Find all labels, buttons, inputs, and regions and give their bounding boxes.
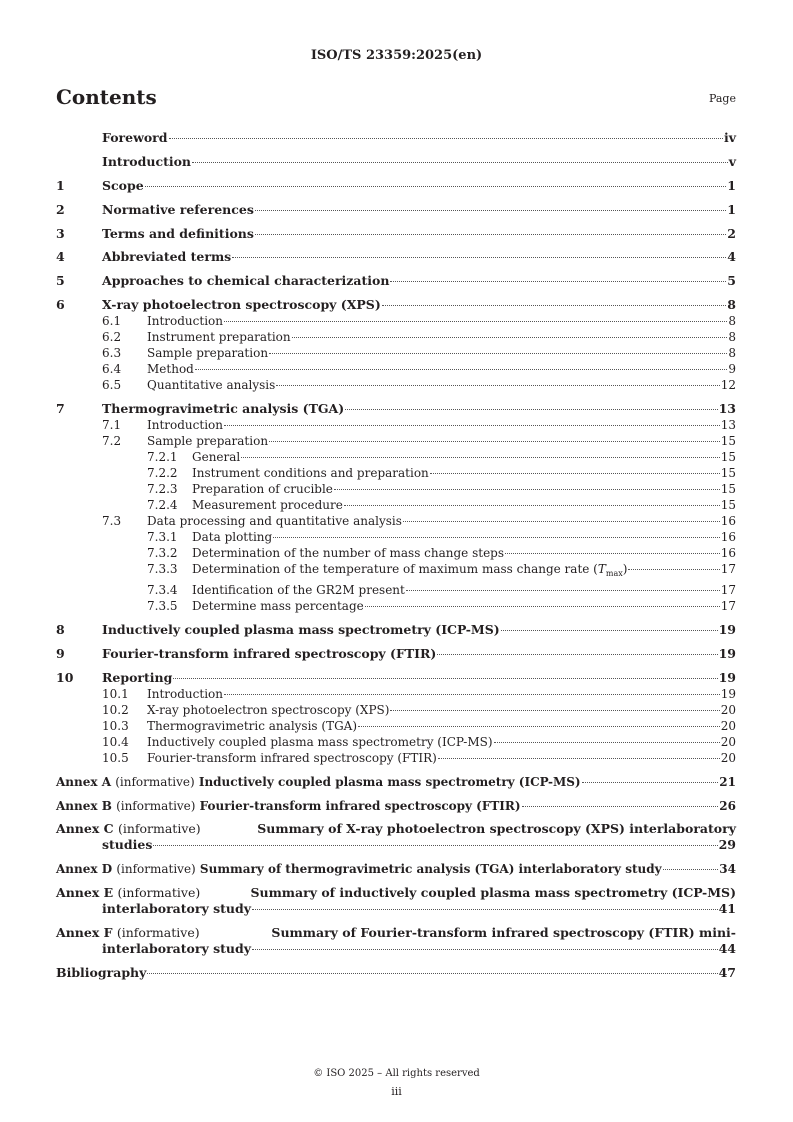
toc-entry[interactable] xyxy=(56,417,736,433)
toc-entry[interactable] xyxy=(56,249,736,265)
annex-label: Annex E xyxy=(56,885,114,901)
dot-leader xyxy=(224,321,727,322)
annex-entry-line xyxy=(56,821,736,837)
toc-entry-number: 10.3 xyxy=(102,718,129,733)
annex-title: Summary of inductively coupled plasma mass spectrometry (ICP-MS) xyxy=(250,885,736,901)
toc-entry-title xyxy=(102,622,500,638)
toc-entry-title xyxy=(147,361,194,377)
toc-entry-number: 9 xyxy=(56,645,65,661)
toc-entry-title-subscript: max xyxy=(605,569,623,579)
toc-entry-page: 12 xyxy=(720,378,736,393)
toc-entry-page: 13 xyxy=(720,418,736,433)
toc-entry-page: 13 xyxy=(718,401,736,417)
dot-leader xyxy=(269,353,727,354)
toc-entry-title xyxy=(192,598,364,614)
dot-leader xyxy=(494,742,720,743)
toc-entry-title-text: Measurement procedure xyxy=(192,498,343,513)
toc-entry-number: 7.2 xyxy=(102,434,122,449)
toc-entry-page: 20 xyxy=(720,734,736,749)
toc-entry-title-text: Introduction xyxy=(147,418,223,433)
annex-type: (informative) xyxy=(117,885,201,901)
annex-entry-line xyxy=(56,941,736,957)
toc-entry-page: 8 xyxy=(728,314,736,329)
bibliography-page: 47 xyxy=(718,965,736,981)
toc-entry-number: 7.2.3 xyxy=(147,482,178,497)
toc-entry-title-variable: T xyxy=(597,562,606,577)
dot-leader xyxy=(273,537,720,538)
dot-leader xyxy=(145,186,727,187)
toc-entry-title-end: ) xyxy=(622,562,628,577)
toc-entry-title xyxy=(192,582,405,598)
dot-leader xyxy=(269,441,720,442)
annex-page: 29 xyxy=(718,837,736,853)
annex-type: (informative) xyxy=(116,925,200,941)
dot-leader xyxy=(438,758,720,759)
toc-entry-number: 6.5 xyxy=(102,378,122,393)
dot-leader xyxy=(501,630,718,631)
toc-entry[interactable] xyxy=(56,377,736,393)
toc-entry-title-text: Terms and definitions xyxy=(102,225,254,241)
toc-entry-title xyxy=(102,178,144,194)
toc-entry-title-text: Identification of the GR2M present xyxy=(192,583,405,598)
toc-entry[interactable] xyxy=(56,481,736,497)
bibliography-entry[interactable] xyxy=(56,965,736,981)
toc-entry-number: 10.4 xyxy=(102,734,129,749)
toc-entry-number: 8 xyxy=(56,622,65,638)
page-column-label: Page xyxy=(708,92,736,105)
dot-leader xyxy=(345,409,717,410)
annex-label: Annex A xyxy=(56,774,112,789)
toc-entry-page: 19 xyxy=(718,622,736,638)
dot-leader xyxy=(628,569,719,570)
annex-entry[interactable] xyxy=(56,774,736,790)
toc-entry-page: iv xyxy=(723,130,736,145)
annex-entry-line xyxy=(56,798,736,814)
dot-leader xyxy=(153,845,717,846)
annex-heading xyxy=(56,774,581,790)
toc-entry-title xyxy=(147,750,437,766)
toc-entry[interactable] xyxy=(56,686,736,702)
toc-entry-title-text: Instrument preparation xyxy=(147,330,291,345)
toc-entry-title xyxy=(102,646,436,662)
annex-entry[interactable] xyxy=(56,885,736,917)
annex-title: Summary of Fourier-transform infrared spectroscopy (FTIR) mini- xyxy=(271,925,736,941)
toc-entry-page: 15 xyxy=(720,466,736,481)
toc-entry-number: 1 xyxy=(56,177,65,193)
dot-leader xyxy=(430,473,720,474)
toc-entry-page: 1 xyxy=(727,201,736,217)
dot-leader xyxy=(224,425,720,426)
toc-entry[interactable] xyxy=(56,202,736,218)
toc-entry[interactable] xyxy=(56,297,736,313)
toc-entry[interactable] xyxy=(56,718,736,734)
toc-entry[interactable] xyxy=(56,646,736,662)
toc-entry[interactable] xyxy=(56,513,736,529)
toc-entry[interactable] xyxy=(56,561,736,582)
toc-entry-page: 20 xyxy=(720,718,736,733)
toc-entry-page: 17 xyxy=(720,562,736,577)
toc-entry-title-text: Sample preparation xyxy=(147,434,269,449)
toc-entry-title xyxy=(102,226,254,242)
dot-leader xyxy=(232,257,726,258)
annex-title-continued: studies xyxy=(102,837,153,853)
toc-entry[interactable] xyxy=(56,313,736,329)
toc-entry-title-text: Introduction xyxy=(147,314,223,329)
annex-entry-line xyxy=(56,861,736,877)
toc-entry-title-text: Inductively coupled plasma mass spectrometry (ICP-MS) xyxy=(147,734,493,749)
toc-entry-title-text: Determination of the temperature of maximum mass change rate ( xyxy=(192,562,598,577)
toc-entry-title-text: Preparation of crucible xyxy=(192,482,333,497)
dot-leader xyxy=(241,457,719,458)
toc-entry-page: 20 xyxy=(720,702,736,717)
dot-leader xyxy=(358,726,720,727)
toc-entry[interactable] xyxy=(56,734,736,750)
toc-entry-number: 6.2 xyxy=(102,330,122,345)
toc-entry-page: 15 xyxy=(720,498,736,513)
annex-title: Summary of X-ray photoelectron spectroscopy (XPS) interlaboratory xyxy=(257,821,736,837)
toc-entry-title-text: Instrument conditions and preparation xyxy=(192,466,429,481)
dot-leader xyxy=(195,369,728,370)
toc-entry-number: 6.1 xyxy=(102,314,122,329)
toc-entry-page: 19 xyxy=(720,686,736,701)
dot-leader xyxy=(522,806,719,807)
toc-entry-title xyxy=(192,465,429,481)
dot-leader xyxy=(437,654,717,655)
annex-page: 41 xyxy=(718,901,736,917)
toc-entry-title-text: Introduction xyxy=(102,153,192,169)
document-id-header: ISO/TS 23359:2025(en) xyxy=(310,48,483,63)
annex-page: 34 xyxy=(719,862,736,877)
toc-entry-title-text: Determine mass percentage xyxy=(192,599,364,614)
toc-entry-title xyxy=(147,513,402,529)
toc-entry-number: 10.1 xyxy=(102,686,129,701)
toc-entry-title xyxy=(102,154,191,170)
toc-entry-title xyxy=(192,545,504,561)
dot-leader xyxy=(252,949,718,950)
annex-entry[interactable] xyxy=(56,798,736,814)
toc-entry-page: 15 xyxy=(720,450,736,465)
annex-title: Fourier-transform infrared spectroscopy (FTIR) xyxy=(199,798,521,813)
annex-type: (informative) xyxy=(116,862,196,877)
toc-entry[interactable] xyxy=(56,130,736,146)
toc-entry-page: 17 xyxy=(720,599,736,614)
toc-entry-title-text: Fourier-transform infrared spectroscopy (FTIR) xyxy=(147,750,437,765)
toc-entry[interactable] xyxy=(56,670,736,686)
toc-entry-title-text: Foreword xyxy=(102,130,168,145)
toc-entry-number: 10.2 xyxy=(102,702,129,717)
toc-entry-title xyxy=(192,561,627,582)
toc-entry-number: 6.4 xyxy=(102,362,122,377)
toc-entry[interactable] xyxy=(56,401,736,417)
toc-entry-page: v xyxy=(728,153,736,169)
annex-entry-line xyxy=(56,925,736,941)
dot-leader xyxy=(344,505,720,506)
toc-entry-page: 19 xyxy=(718,669,736,685)
toc-entry-page: 16 xyxy=(720,546,736,561)
annex-entry[interactable] xyxy=(56,861,736,877)
toc-entry-title xyxy=(147,734,493,750)
contents-title: Contents xyxy=(56,85,157,109)
page-number: iii xyxy=(391,1085,402,1098)
annex-page: 26 xyxy=(719,798,736,813)
toc-entry-page: 16 xyxy=(720,514,736,529)
toc-entry-title xyxy=(102,670,172,686)
toc-entry-title-text: Sample preparation xyxy=(147,346,269,361)
toc-entry-page: 8 xyxy=(728,346,736,361)
toc-entry[interactable] xyxy=(56,545,736,561)
toc-entry-title-text: Fourier-transform infrared spectroscopy (FTIR) xyxy=(102,645,437,661)
dot-leader xyxy=(365,606,720,607)
dot-leader xyxy=(169,138,723,139)
toc-entry[interactable] xyxy=(56,345,736,361)
toc-entry-title xyxy=(147,417,223,433)
toc-entry-number: 10 xyxy=(56,669,74,685)
annex-title-continued: interlaboratory study xyxy=(102,941,251,957)
dot-leader xyxy=(505,553,720,554)
toc-entry-number: 7.2.1 xyxy=(147,450,178,465)
toc-entry-title-text: Determination of the number of mass change steps xyxy=(192,546,505,561)
toc-entry-page: 2 xyxy=(727,225,736,241)
toc-entry-number: 7.1 xyxy=(102,418,122,433)
toc-entry-title xyxy=(192,529,272,545)
dot-leader xyxy=(390,710,719,711)
toc-entry-title-text: Normative references xyxy=(102,201,254,217)
annex-page: 21 xyxy=(719,774,736,789)
annex-label: Annex B xyxy=(56,798,112,813)
dot-leader xyxy=(147,973,717,974)
toc-entry-title-text: Inductively coupled plasma mass spectrometry (ICP-MS) xyxy=(102,622,500,638)
toc-entry[interactable] xyxy=(56,750,736,766)
toc-entry-page: 19 xyxy=(718,645,736,661)
annex-heading xyxy=(56,798,521,814)
toc-entry-page: 15 xyxy=(720,482,736,497)
toc-entry-title-text: Reporting xyxy=(102,669,173,685)
toc-entry-number: 3 xyxy=(56,225,65,241)
toc-entry-title xyxy=(192,481,333,497)
dot-leader xyxy=(582,782,719,783)
toc-entry[interactable] xyxy=(56,622,736,638)
toc-entry[interactable] xyxy=(56,433,736,449)
toc-entry-number: 7.3.4 xyxy=(147,583,178,598)
toc-entry-title xyxy=(102,202,254,218)
toc-entry-title-text: Method xyxy=(147,362,194,377)
dot-leader xyxy=(276,385,719,386)
toc-entry[interactable] xyxy=(56,449,736,465)
toc-entry-number: 7 xyxy=(56,401,65,417)
annex-heading xyxy=(56,861,662,877)
dot-leader xyxy=(292,337,728,338)
toc-entry[interactable] xyxy=(56,497,736,513)
dot-leader xyxy=(382,305,727,306)
annex-entry-line xyxy=(56,774,736,790)
toc-entry-number: 2 xyxy=(56,201,65,217)
toc-entry-title xyxy=(147,686,223,702)
toc-entry-title-text: General xyxy=(192,450,241,465)
toc-entry-page: 16 xyxy=(720,530,736,545)
toc-entry[interactable] xyxy=(56,702,736,718)
toc-entry-title-text: X-ray photoelectron spectroscopy (XPS) xyxy=(102,297,381,313)
dot-leader xyxy=(663,869,719,870)
dot-leader xyxy=(334,489,720,490)
toc-entry-page: 9 xyxy=(728,362,736,377)
toc-entry-title xyxy=(192,497,343,513)
toc-entry-number: 6.3 xyxy=(102,346,122,361)
toc-entry[interactable] xyxy=(56,465,736,481)
toc-entry-number: 7.3.5 xyxy=(147,599,178,614)
dot-leader xyxy=(252,909,718,910)
annex-entry[interactable] xyxy=(56,925,736,957)
toc-entry-title-text: Data processing and quantitative analysis xyxy=(147,514,402,529)
toc-entry-title-text: Scope xyxy=(102,177,144,193)
annex-entry-line xyxy=(56,885,736,901)
toc-entry-number: 7.2.4 xyxy=(147,498,178,513)
annex-label: Annex C xyxy=(56,821,114,837)
toc-entry-title xyxy=(147,718,357,734)
toc-entry[interactable] xyxy=(56,529,736,545)
toc-entry-title xyxy=(102,130,168,146)
toc-entry[interactable] xyxy=(56,154,736,170)
toc-entry-number: 7.3.2 xyxy=(147,546,178,561)
dot-leader xyxy=(173,678,717,679)
toc-entry-page: 15 xyxy=(720,434,736,449)
toc-entry-title xyxy=(102,297,381,313)
dot-leader xyxy=(255,234,726,235)
annex-type: (informative) xyxy=(116,798,196,813)
toc-entry-page: 20 xyxy=(720,750,736,765)
annex-title: Summary of thermogravimetric analysis (TGA) interlaboratory study xyxy=(199,862,662,877)
toc-entry-title-text: Introduction xyxy=(147,686,223,701)
dot-leader xyxy=(224,694,720,695)
toc-entry-title xyxy=(147,702,389,718)
dot-leader xyxy=(403,521,720,522)
annex-entry-line xyxy=(56,837,736,853)
toc-entry-page: 8 xyxy=(728,330,736,345)
annex-label: Annex F xyxy=(56,925,113,941)
annex-entry[interactable] xyxy=(56,821,736,853)
toc-entry-page: 4 xyxy=(727,249,736,265)
toc-entry-number: 5 xyxy=(56,273,65,289)
toc-entry-page: 1 xyxy=(727,177,736,193)
toc-entry-number: 6 xyxy=(56,297,65,313)
toc-entry-number: 10.5 xyxy=(102,750,129,765)
dot-leader xyxy=(255,210,726,211)
toc-entry-title xyxy=(192,449,240,465)
annex-entry-line xyxy=(56,901,736,917)
toc-entry[interactable] xyxy=(56,361,736,377)
copyright-footer: © ISO 2025 – All rights reserved xyxy=(313,1068,480,1079)
toc-entry-title xyxy=(102,273,389,289)
dot-leader xyxy=(192,162,728,163)
toc-entry-title xyxy=(147,433,268,449)
bibliography-title: Bibliography xyxy=(56,965,147,981)
toc-entry-page: 17 xyxy=(720,583,736,598)
toc-entry-title-text: X-ray photoelectron spectroscopy (XPS) xyxy=(147,702,390,717)
toc-entry-title-text: Abbreviated terms xyxy=(102,249,232,265)
toc-entry-page: 5 xyxy=(727,273,736,289)
toc-entry[interactable] xyxy=(56,226,736,242)
dot-leader xyxy=(390,281,726,282)
table-of-contents xyxy=(56,130,736,981)
toc-entry-title xyxy=(147,313,223,329)
toc-entry-number: 7.3 xyxy=(102,514,122,529)
annex-page: 44 xyxy=(718,941,736,957)
toc-entry-title-text: Quantitative analysis xyxy=(147,378,276,393)
toc-entry[interactable] xyxy=(56,273,736,289)
annex-title: Inductively coupled plasma mass spectrometry (ICP-MS) xyxy=(198,774,581,789)
toc-entry[interactable] xyxy=(56,598,736,614)
toc-entry[interactable] xyxy=(56,178,736,194)
annex-title-continued: interlaboratory study xyxy=(102,901,251,917)
toc-entry-title-text: Thermogravimetric analysis (TGA) xyxy=(147,718,358,733)
toc-entry-title xyxy=(102,401,344,417)
toc-entry-title xyxy=(102,249,231,265)
toc-entry[interactable] xyxy=(56,582,736,598)
annex-label: Annex D xyxy=(56,862,113,877)
toc-entry-title-text: Approaches to chemical characterization xyxy=(102,273,390,289)
annex-type: (informative) xyxy=(117,821,201,837)
toc-entry-title-text: Data plotting xyxy=(192,530,273,545)
toc-entry-title xyxy=(147,377,275,393)
toc-entry-title xyxy=(147,329,291,345)
toc-entry-title-text: Thermogravimetric analysis (TGA) xyxy=(102,401,345,417)
dot-leader xyxy=(406,590,720,591)
toc-entry-number: 7.3.1 xyxy=(147,530,178,545)
toc-entry-number: 7.2.2 xyxy=(147,466,178,481)
toc-entry-title xyxy=(147,345,268,361)
toc-entry[interactable] xyxy=(56,329,736,345)
toc-entry-number: 4 xyxy=(56,249,65,265)
annex-type: (informative) xyxy=(115,774,195,789)
toc-entry-page: 8 xyxy=(727,297,736,313)
toc-entry-number: 7.3.3 xyxy=(147,562,178,577)
